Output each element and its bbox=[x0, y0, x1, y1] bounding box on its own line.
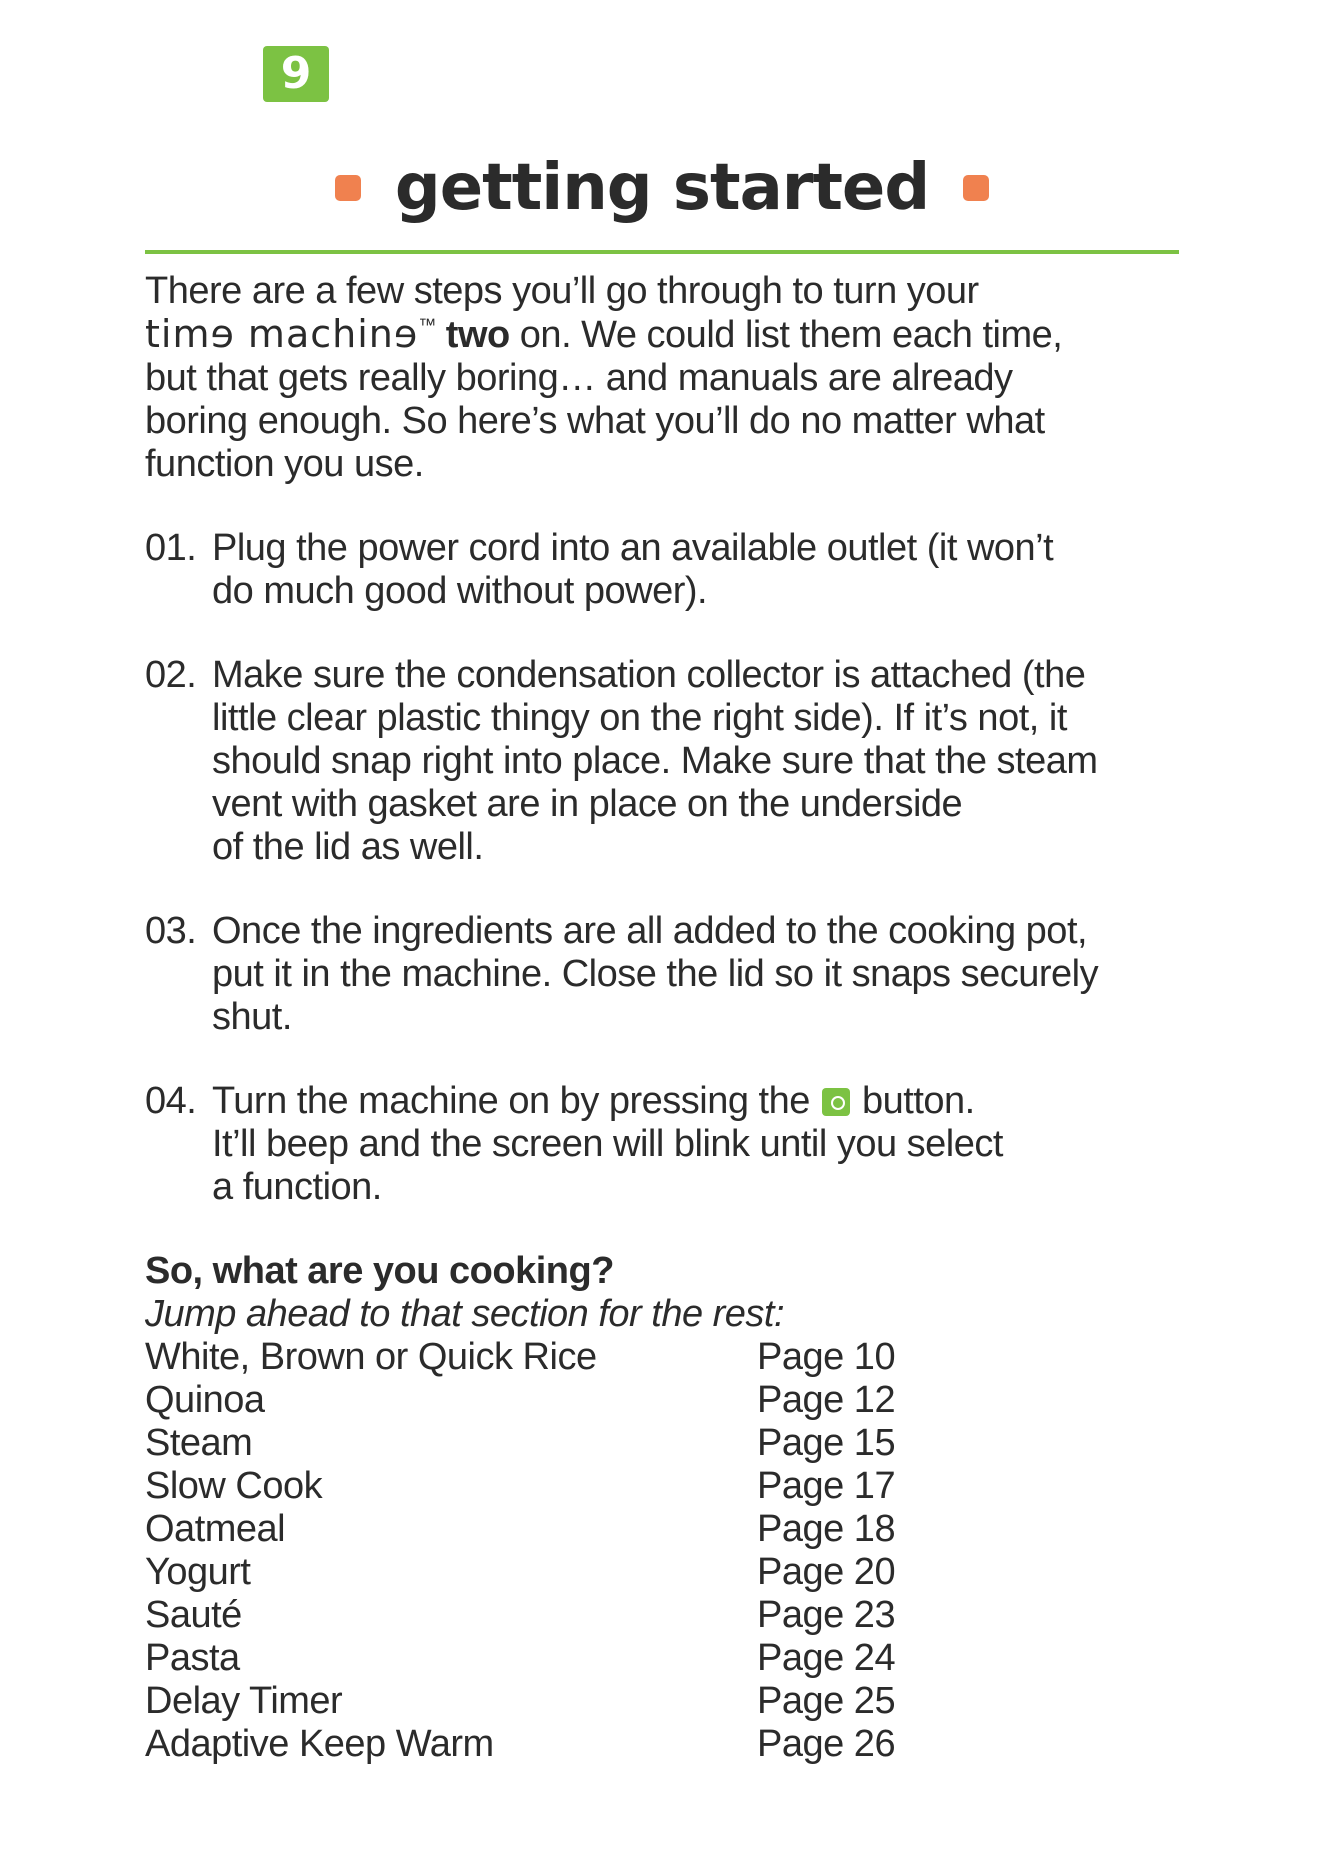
power-button-icon bbox=[822, 1088, 850, 1116]
table-row bbox=[145, 1422, 895, 1465]
table-row bbox=[145, 1680, 895, 1723]
intro-text: on. We could list them each time, bbox=[519, 314, 1063, 356]
table-row bbox=[145, 1465, 895, 1508]
step-number: 03. bbox=[145, 910, 197, 952]
page-title: getting started bbox=[394, 151, 930, 225]
title-left-bullet-icon bbox=[335, 175, 361, 201]
page-reference: Page 25 bbox=[757, 1680, 896, 1722]
step-item bbox=[145, 1080, 1185, 1209]
function-name: Adaptive Keep Warm bbox=[145, 1723, 494, 1765]
function-name: Steam bbox=[145, 1422, 253, 1464]
function-name: Yogurt bbox=[145, 1551, 251, 1593]
table-row bbox=[145, 1508, 895, 1551]
intro-line: function you use. bbox=[145, 443, 424, 485]
step-text: button. bbox=[862, 1080, 975, 1122]
step-line: of the lid as well. bbox=[212, 826, 484, 868]
step-line: shut. bbox=[212, 996, 292, 1038]
page-reference: Page 15 bbox=[757, 1422, 896, 1464]
page-reference: Page 17 bbox=[757, 1465, 896, 1507]
table-row bbox=[145, 1723, 895, 1766]
table-row bbox=[145, 1637, 895, 1680]
step-text: Turn the machine on by pressing the bbox=[212, 1080, 810, 1122]
table-row bbox=[145, 1336, 895, 1379]
step-line: little clear plastic thingy on the right side). If it’s not, it bbox=[212, 697, 1067, 739]
step-line: It’ll beep and the screen will blink until you select bbox=[212, 1123, 1003, 1165]
page-reference: Page 26 bbox=[757, 1723, 896, 1765]
step-line: Make sure the condensation collector is attached (the bbox=[212, 654, 1086, 696]
table-row bbox=[145, 1594, 895, 1637]
intro-line: There are a few steps you’ll go through to turn your bbox=[145, 270, 979, 312]
cooking-section bbox=[145, 1250, 1185, 1766]
table-row bbox=[145, 1379, 895, 1422]
section-title bbox=[145, 148, 1179, 228]
intro-paragraph bbox=[145, 270, 1185, 486]
cooking-subheading: Jump ahead to that section for the rest: bbox=[145, 1293, 785, 1335]
function-name: Sauté bbox=[145, 1594, 242, 1636]
title-right-bullet-icon bbox=[963, 175, 989, 201]
function-name: Slow Cook bbox=[145, 1465, 323, 1507]
step-item bbox=[145, 527, 1185, 613]
function-name: Oatmeal bbox=[145, 1508, 286, 1550]
step-line: vent with gasket are in place on the underside bbox=[212, 783, 963, 825]
page-reference: Page 24 bbox=[757, 1637, 896, 1679]
step-line: Once the ingredients are all added to the cooking pot, bbox=[212, 910, 1088, 952]
step-line: put it in the machine. Close the lid so it snaps securely bbox=[212, 953, 1099, 995]
step-line: a function. bbox=[212, 1166, 382, 1208]
step-number: 01. bbox=[145, 527, 197, 569]
page-reference: Page 20 bbox=[757, 1551, 896, 1593]
step-item bbox=[145, 910, 1185, 1039]
step-line: do much good without power). bbox=[212, 570, 708, 612]
cooking-heading: So, what are you cooking? bbox=[145, 1250, 614, 1292]
steps-list bbox=[145, 527, 1185, 1209]
intro-line: boring enough. So here’s what you’ll do no matter what bbox=[145, 400, 1045, 442]
brand-model: two bbox=[445, 314, 510, 356]
function-page-index bbox=[145, 1336, 895, 1766]
step-line: Plug the power cord into an available outlet (it won’t bbox=[212, 527, 1054, 569]
page-reference: Page 10 bbox=[757, 1336, 896, 1378]
function-name: Pasta bbox=[145, 1637, 240, 1679]
main-content bbox=[145, 270, 1185, 1766]
title-divider bbox=[145, 250, 1179, 254]
trademark-symbol: ™ bbox=[418, 315, 436, 335]
step-line bbox=[212, 1080, 1185, 1123]
table-row bbox=[145, 1551, 895, 1594]
function-name: White, Brown or Quick Rice bbox=[145, 1336, 597, 1378]
function-name: Delay Timer bbox=[145, 1680, 343, 1722]
page-reference: Page 12 bbox=[757, 1379, 896, 1421]
step-number: 04. bbox=[145, 1080, 197, 1122]
step-item bbox=[145, 654, 1185, 869]
page-reference: Page 23 bbox=[757, 1594, 896, 1636]
page-number-badge: 9 bbox=[263, 46, 329, 102]
step-number: 02. bbox=[145, 654, 197, 696]
intro-line bbox=[145, 313, 1185, 357]
brand-logotype: timɘ machinɘ bbox=[145, 312, 419, 356]
step-line: should snap right into place. Make sure that the steam bbox=[212, 740, 1098, 782]
page-reference: Page 18 bbox=[757, 1508, 896, 1550]
function-name: Quinoa bbox=[145, 1379, 265, 1421]
intro-line: but that gets really boring… and manuals are already bbox=[145, 357, 1013, 399]
